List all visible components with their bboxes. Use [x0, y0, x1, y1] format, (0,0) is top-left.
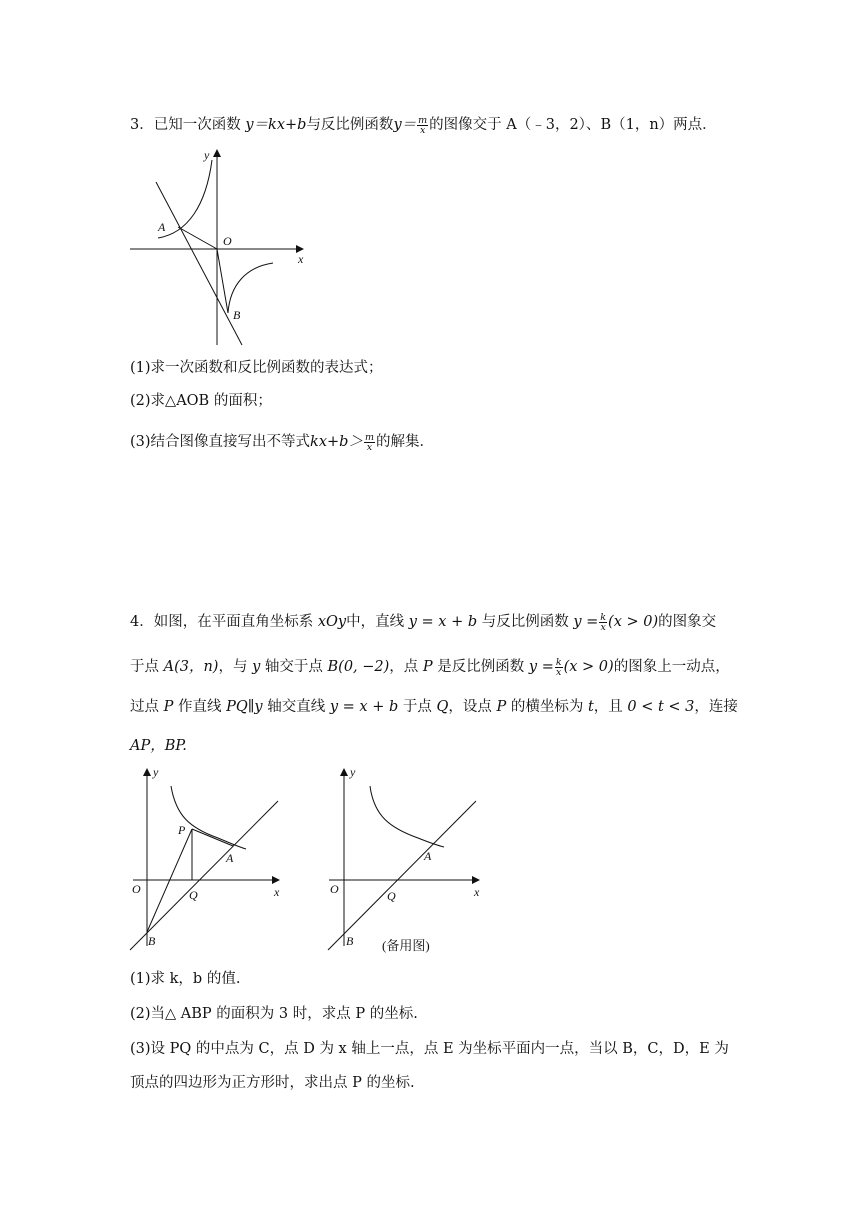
q3-segment-oa	[178, 227, 217, 249]
q4-sub3-line1: (3)设 PQ 的中点为 C，点 D 为 x 轴上一点，点 E 为坐标平面内一点，当以 B，C，D，E 为	[130, 1041, 729, 1057]
q4f2-caption: (备用图)	[382, 938, 430, 953]
q4f2-label-q: Q	[387, 889, 396, 903]
q4-sub3-line2: 顶点的四边形为正方形时，求出点 P 的坐标.	[130, 1075, 415, 1091]
q4f2-label-x: x	[474, 885, 480, 899]
q4f1-label-b: B	[148, 934, 156, 948]
q4f2-x-arrow	[472, 876, 480, 884]
q4f1-label-p: P	[178, 823, 186, 837]
q3-segment-ob	[217, 249, 228, 313]
q4-line1: 4．如图，在平面直角坐标系 xOy中，直线 y = x + b 与反比例函数 y = $\frac{k}{x}$ (x > 0)的图象交	[130, 611, 717, 633]
q4f1-x-arrow	[272, 876, 280, 884]
q4f1-label-x: x	[274, 885, 280, 899]
q3-hyperbola-right	[228, 263, 273, 313]
q4-sub2: (2)当△ ABP 的面积为 3 时，求点 P 的坐标.	[130, 1006, 418, 1022]
q4f2-hyperbola	[370, 786, 444, 847]
q4f1-label-o: O	[132, 882, 141, 896]
fraction-k-over-x: $\frac{k}{x}$	[600, 611, 607, 633]
q4f2-label-y: y	[350, 765, 356, 779]
fraction-k-over-x-2: $\frac{k}{x}$	[555, 656, 562, 678]
q4f1-hyperbola	[171, 786, 246, 849]
q3-sub1: (1)求一次函数和反比例函数的表达式；	[130, 360, 383, 376]
q4-figure-backup	[326, 764, 491, 959]
q4f2-label-a: A	[424, 849, 432, 863]
q4-line3: 过点 P 作直线 PQ∥y 轴交直线 y = x + b 于点 Q，设点 P 的横坐标为 t，且 0 < t < 3，连接	[130, 699, 738, 715]
q4-line4: AP，BP.	[130, 738, 187, 754]
q4-figure-main	[128, 764, 288, 954]
q3-label-b: B	[233, 308, 241, 322]
q4-line2: 于点 A(3，n)，与 y 轴交于点 B(0, −2)，点 P 是反比例函数 y = $\frac{k}{x}$ (x > 0)的图象上一动点，	[130, 656, 730, 678]
q4f1-label-y: y	[153, 765, 159, 779]
q3-sub2: (2)求△AOB 的面积；	[130, 393, 272, 409]
q3-y-arrow	[213, 149, 221, 157]
q3-label-a: A	[158, 220, 166, 234]
q4f2-label-b: B	[346, 934, 354, 948]
q3-label-x: x	[298, 252, 304, 266]
fraction-m-over-x: $\frac{m}{x}$	[418, 114, 428, 136]
q4f1-label-a: A	[226, 851, 234, 865]
q4f1-label-q: Q	[189, 888, 198, 902]
q4f2-y-arrow	[340, 768, 348, 776]
q4f1-segment-pa	[192, 829, 233, 846]
q3-label-o: O	[223, 234, 232, 248]
q4-sub1: (1)求 k，b 的值.	[130, 971, 241, 987]
q3-sub3: (3)结合图像直接写出不等式kx+b＞ $\frac{m}{x}$ 的解集．	[130, 431, 434, 453]
q3-stem: 3．已知一次函数 y＝kx+b与反比例函数y＝ $\frac{m}{x}$ 的图像交于 A（﹣3，2）、B（1，n）两点．	[130, 114, 717, 136]
q4f2-line	[328, 801, 476, 950]
q4f2-label-o: O	[330, 882, 339, 896]
q4f1-y-arrow	[143, 768, 151, 776]
q3-hyperbola-left	[158, 160, 212, 238]
q3-label-y: y	[204, 148, 210, 162]
q4f1-line	[130, 801, 278, 950]
q3-figure	[128, 145, 318, 350]
fraction-m-over-x-2: $\frac{m}{x}$	[364, 431, 374, 453]
